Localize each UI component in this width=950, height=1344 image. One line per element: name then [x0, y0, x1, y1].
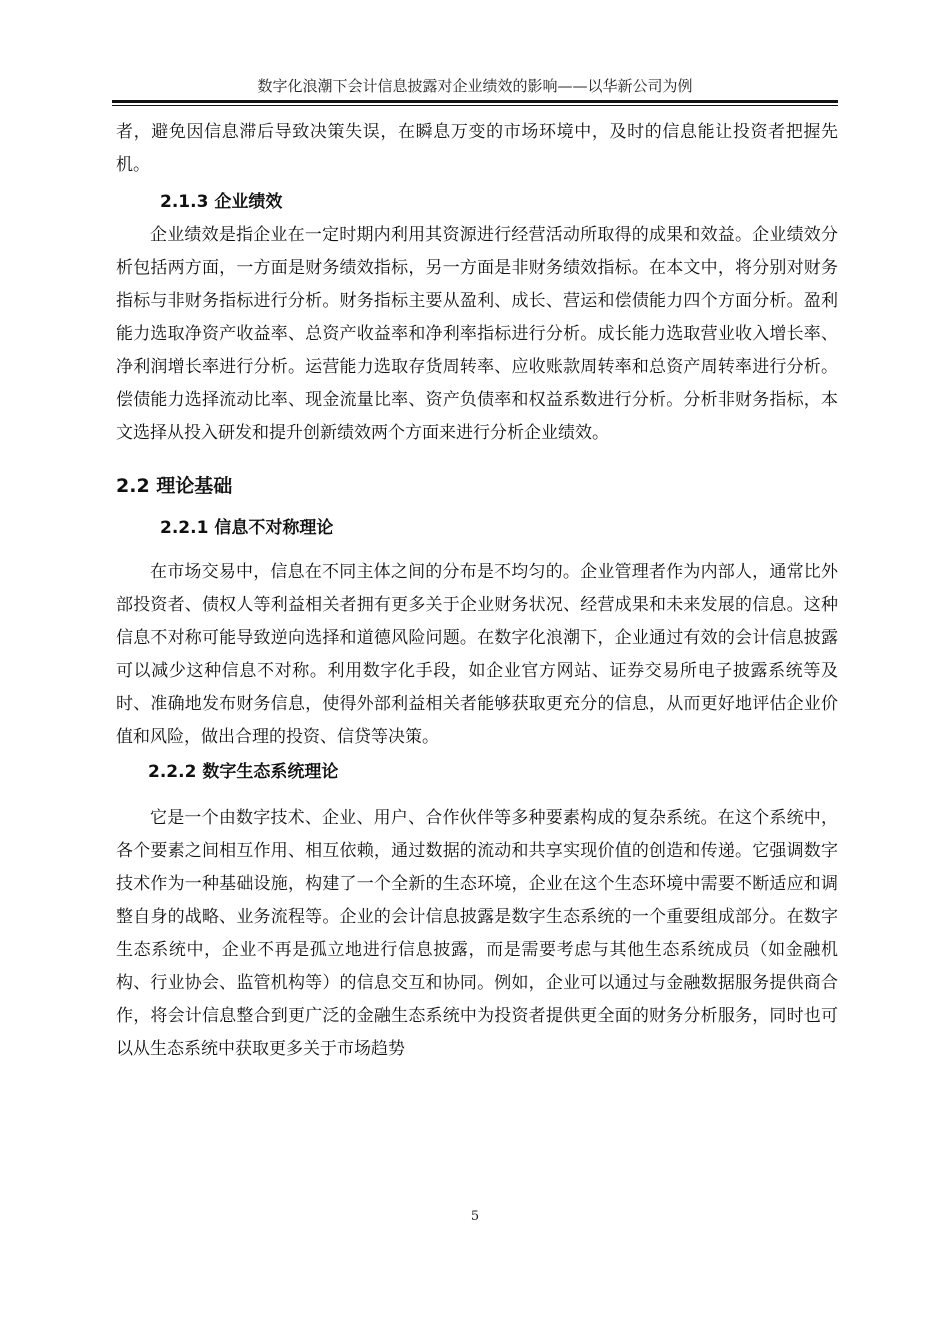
paragraph-2-1-3: 企业绩效是指企业在一定时期内利用其资源进行经营活动所取得的成果和效益。企业绩效分析包括两方面，一方面是财务绩效指标，另一方面是非财务绩效指标。在本文中，将分别对财务指标与非财务指标进行分析。财务指标主要从盈利、成长、营运和偿债能力四个方面分析。盈利能力选取净资产收益率、总资产收益率和净利率指标进行分析。成长能力选取营业收入增长率、净利润增长率进行分析。运营能力选取存货周转率、应收账款周转率和总资产周转率进行分析。偿债能力选择流动比率、现金流量比率、资产负债率和权益系数进行分析。分析非财务指标，本文选择从投入研发和提升创新绩效两个方面来进行分析企业绩效。 — [116, 225, 838, 443]
heading-2-1-3: 2.1.3 企业绩效 — [160, 192, 283, 212]
running-header: 数字化浪潮下会计信息披露对企业绩效的影响——以华新公司为例 — [257, 77, 693, 95]
paragraph-2-2-2: 它是一个由数字技术、企业、用户、合作伙伴等多种要素构成的复杂系统。在这个系统中，各个要素之间相互作用、相互依赖，通过数据的流动和共享实现价值的创造和传递。它强调数字技术作为一种基础设施，构建了一个全新的生态环境，企业在这个生态环境中需要不断适应和调整自身的战略、业务流程等。企业的会计信息披露是数字生态系统的一个重要组成部分。在数字生态系统中，企业不再是孤立地进行信息披露，而是需要考虑与其他生态系统成员（如金融机构、行业协会、监管机构等）的信息交互和协同。例如，企业可以通过与金融数据服务提供商合作，将会计信息整合到更广泛的金融生态系统中为投资者提供更全面的财务分析服务，同时也可以从生态系统中获取更多关于市场趋势 — [116, 808, 838, 1059]
header-rule-thick — [112, 100, 838, 103]
header-rule-thin — [112, 105, 838, 106]
page-number: 5 — [470, 1209, 480, 1224]
paragraph-2-2-1: 在市场交易中，信息在不同主体之间的分布是不均匀的。企业管理者作为内部人，通常比外部投资者、债权人等利益相关者拥有更多关于企业财务状况、经营成果和未来发展的信息。这种信息不对称可能导致逆向选择和道德风险问题。在数字化浪潮下，企业通过有效的会计信息披露可以减少这种信息不对称。利用数字化手段，如企业官方网站、证券交易所电子披露系统等及时、准确地发布财务信息，使得外部利益相关者能够获取更充分的信息，从而更好地评估企业价值和风险，做出合理的投资、信贷等决策。 — [116, 562, 838, 747]
heading-2-2-2: 2.2.2 数字生态系统理论 — [148, 762, 339, 782]
intro-paragraph: 者，避免因信息滞后导致决策失误，在瞬息万变的市场环境中，及时的信息能让投资者把握先机。 — [116, 122, 838, 175]
heading-2-2-1: 2.2.1 信息不对称理论 — [160, 518, 334, 538]
heading-2-2: 2.2 理论基础 — [116, 475, 233, 497]
page-body — [116, 116, 838, 1066]
